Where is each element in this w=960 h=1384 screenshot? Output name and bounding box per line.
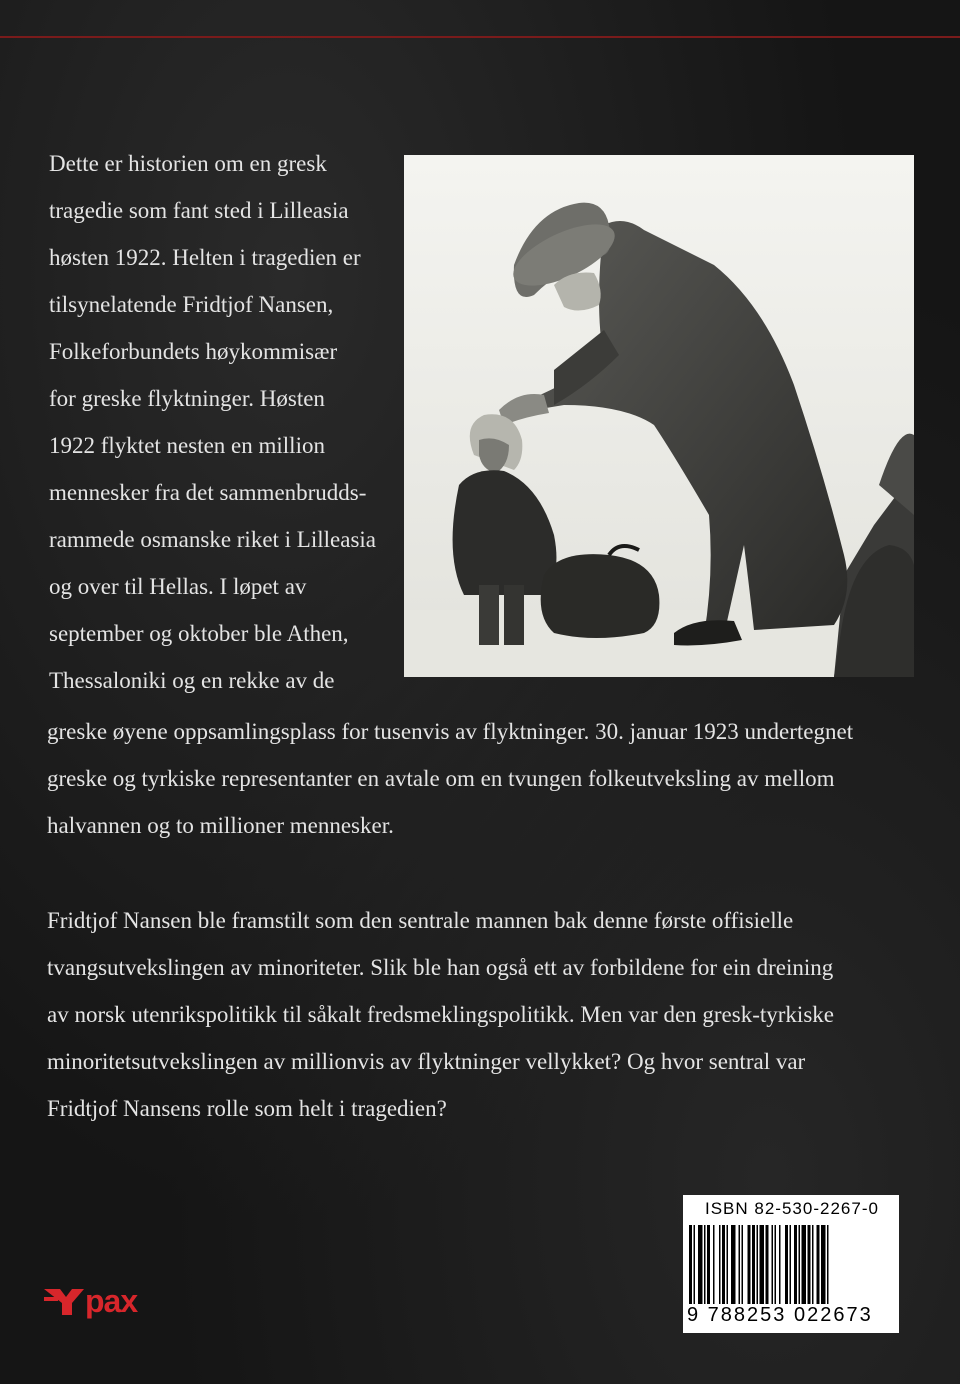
barcode-bar xyxy=(817,1225,820,1305)
ean-digits: 9 788253 022673 xyxy=(687,1304,895,1327)
barcode-bar xyxy=(742,1225,744,1305)
text-line: mennesker fra det sammenbrudds- xyxy=(49,480,367,505)
barcode-bar xyxy=(707,1225,710,1305)
barcode-bar xyxy=(739,1225,741,1305)
barcode-bar xyxy=(713,1225,715,1305)
text-line: minoritetsutvekslingen av millionvis av flyktninger vellykket? Og hvor sentral var xyxy=(47,1049,806,1074)
publisher-logo xyxy=(44,1285,137,1317)
text-line: Thessaloniki og en rekke av de xyxy=(49,668,335,693)
barcode-bar xyxy=(722,1225,725,1305)
barcode-bar xyxy=(704,1225,706,1305)
text-line: av norsk utenrikspolitikk til såkalt fredsmeklingspolitikk. Men var den gresk-tyrkiske xyxy=(47,1002,834,1027)
barcode-bar xyxy=(752,1225,755,1305)
barcode-bar xyxy=(812,1225,814,1305)
barcode-bar xyxy=(731,1225,736,1305)
text-line: 1922 flyktet nesten en million xyxy=(49,433,325,458)
text-line: tilsynelatende Fridtjof Nansen, xyxy=(49,292,334,317)
text-line: for greske flyktninger. Høsten xyxy=(49,386,325,411)
text-line: halvannen og to millioner mennesker. xyxy=(47,813,394,838)
text-line: Fridtjof Nansens rolle som helt i tragedien? xyxy=(47,1096,447,1121)
barcode-bar xyxy=(794,1225,797,1305)
isbn-label: ISBN 82-530-2267-0 xyxy=(705,1199,879,1218)
barcode-bar xyxy=(775,1225,777,1305)
top-accent-line xyxy=(0,36,960,38)
barcode-bar xyxy=(748,1225,751,1305)
text-line: greske øyene oppsamlingsplass for tusenvis av flyktninger. 30. januar 1923 undertegnet xyxy=(47,719,854,744)
text-line: greske og tyrkiske representanter en avtale om en tvungen folkeutveksling av mellom xyxy=(47,766,835,791)
blurb-paragraph-2 xyxy=(47,897,834,1132)
text-line: høsten 1922. Helten i tragedien er xyxy=(49,245,361,270)
text-line: Fridtjof Nansen ble framstilt som den sentrale mannen bak denne første offisielle xyxy=(47,908,794,933)
text-line: Dette er historien om en gresk xyxy=(49,151,327,176)
barcode-bar xyxy=(802,1225,807,1305)
barcode-bar xyxy=(821,1225,826,1305)
text-line: og over til Hellas. I løpet av xyxy=(49,574,307,599)
publisher-name: pax xyxy=(85,1283,138,1319)
text-line: Folkeforbundets høykommisær xyxy=(49,339,338,364)
barcode-bar xyxy=(785,1225,788,1305)
blurb-paragraph-1-bottom xyxy=(47,708,853,849)
barcode-bar xyxy=(757,1225,759,1305)
blurb-paragraph-1-top xyxy=(49,140,376,704)
barcode-bar xyxy=(698,1225,703,1305)
barcode-bar xyxy=(727,1225,729,1305)
barcode-bar xyxy=(772,1225,774,1305)
isbn-barcode-box xyxy=(683,1195,899,1333)
barcode-bar xyxy=(808,1225,811,1305)
text-line: rammede osmanske riket i Lilleasia xyxy=(49,527,376,552)
barcode-bar xyxy=(790,1225,792,1305)
barcode-bar xyxy=(766,1225,769,1305)
text-line: september og oktober ble Athen, xyxy=(49,621,349,646)
barcode-bar xyxy=(779,1225,781,1305)
barcode-bar xyxy=(719,1225,721,1305)
text-line: tvangsutvekslingen av minoriteter. Slik ble han også ett av forbildene for ein dreining xyxy=(47,955,834,980)
text-line: tragedie som fant sted i Lilleasia xyxy=(49,198,349,223)
cover-photo xyxy=(404,155,914,677)
photo-illustration xyxy=(404,155,914,677)
publisher-logo-icon xyxy=(44,1285,84,1317)
barcode-bar xyxy=(799,1225,801,1305)
